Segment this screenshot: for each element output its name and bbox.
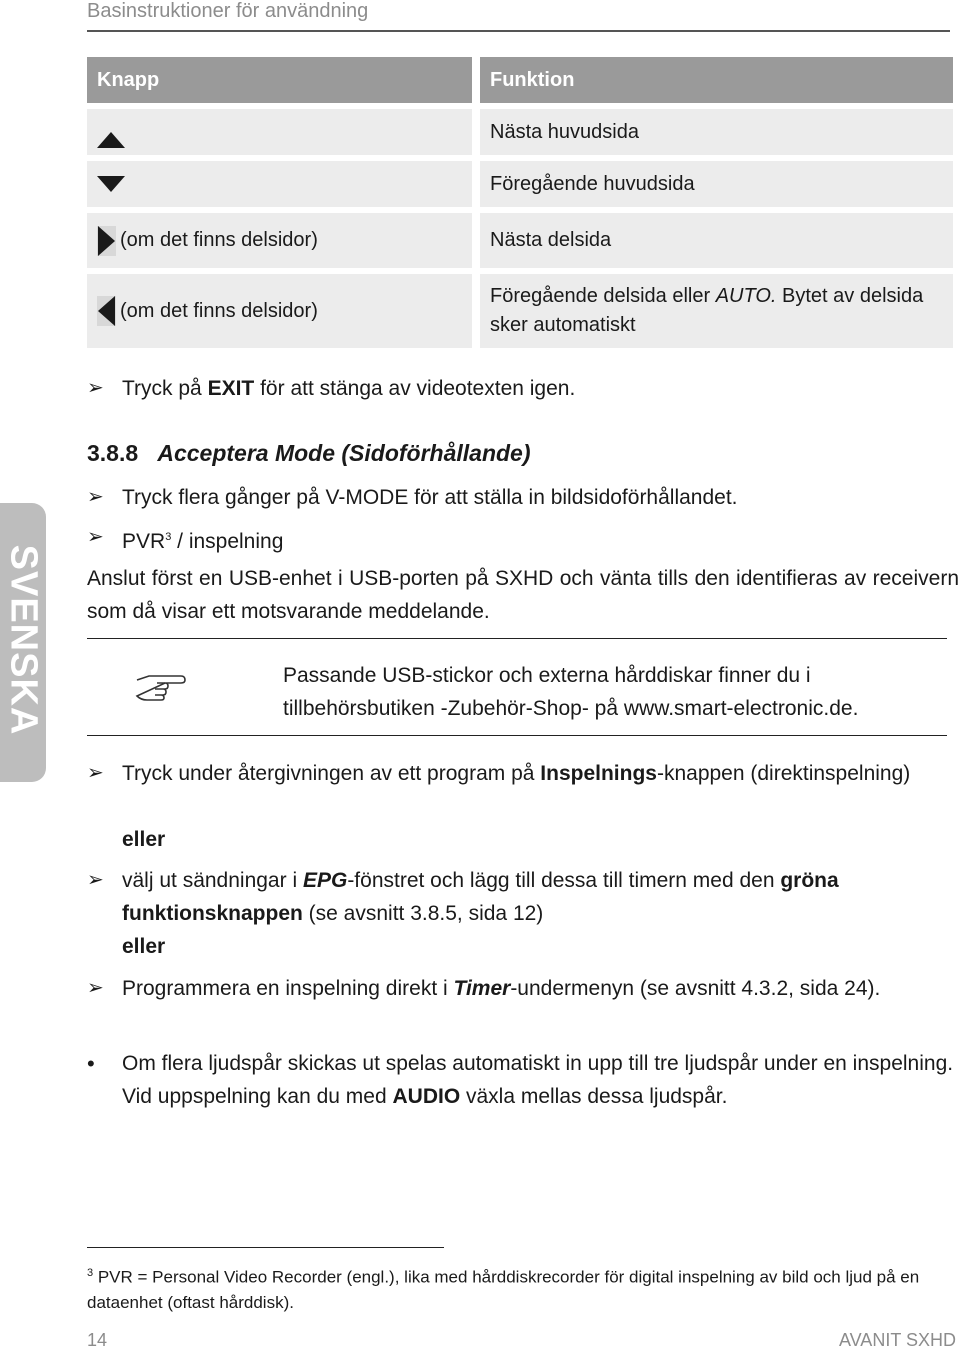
chevron-right-icon: ➢ — [87, 869, 104, 891]
table-cell-function: Nästa huvudsida — [480, 109, 953, 155]
usb-paragraph: Anslut först en USB-enhet i USB-porten på SXHD och vänta tills den identifieras av receivern som då visar ett motsvarande meddelande. — [87, 567, 959, 623]
table-cell-button — [87, 161, 472, 207]
col-header-function: Funktion — [480, 57, 953, 103]
table-header-row — [87, 57, 953, 103]
chevron-right-icon: ➢ — [87, 486, 104, 508]
usb-note: Passande USB-stickor och externa hårddiskar finner du i tillbehörsbutiken -Zubehör-Shop- på www.smart-electronic.de. — [283, 664, 859, 720]
running-header: Basinstruktioner för användning — [87, 0, 369, 22]
table-cell-function: Nästa delsida — [480, 213, 953, 268]
button-note: (om det finns delsidor) — [120, 299, 318, 322]
table-row — [87, 161, 953, 207]
table-row — [87, 213, 953, 268]
table-cell-button — [87, 213, 472, 268]
or-label-1: eller — [122, 828, 166, 851]
table-row — [87, 274, 953, 348]
footnote: $^3$ PVR = Personal Video Recorder (engl.), lika med hårddiskrecorder för digital inspelning av bild och ljud på en dataenhet (oftast hårddisk). — [87, 1267, 920, 1312]
table-row — [87, 109, 953, 155]
note-bottom-rule — [87, 735, 947, 736]
button-note: (om det finns delsidor) — [120, 229, 318, 251]
language-tab-label: SVENSKA — [2, 544, 45, 736]
chevron-right-icon: ➢ — [87, 977, 104, 999]
chevron-right-icon: ➢ — [87, 526, 104, 548]
bullet-dot-icon: • — [87, 1051, 95, 1076]
page-number: 14 — [87, 1330, 108, 1350]
header-rule — [87, 30, 950, 32]
down-triangle-icon — [97, 176, 125, 192]
footnote-rule — [87, 1247, 444, 1248]
or-label-2: eller — [122, 935, 166, 958]
section-heading: 3.8.8 Acceptera Mode (Sidoförhållande) — [87, 440, 531, 466]
chevron-right-icon: ➢ — [87, 762, 104, 784]
chevron-right-icon: ➢ — [87, 377, 104, 399]
right-triangle-icon — [97, 226, 116, 256]
table-cell-button — [87, 274, 472, 348]
button-function-table — [87, 57, 953, 354]
table-cell-function: Föregående delsida eller AUTO. Bytet av delsida sker automatiskt — [480, 274, 953, 348]
table-cell-button — [87, 109, 472, 155]
col-header-button: Knapp — [87, 57, 472, 103]
table-cell-function: Föregående huvudsida — [480, 161, 953, 207]
product-name: AVANIT SXHD — [838, 1330, 956, 1350]
up-triangle-icon — [97, 116, 125, 148]
pointing-hand-icon — [135, 670, 187, 702]
left-triangle-icon — [97, 296, 116, 326]
note-top-rule — [87, 638, 947, 639]
